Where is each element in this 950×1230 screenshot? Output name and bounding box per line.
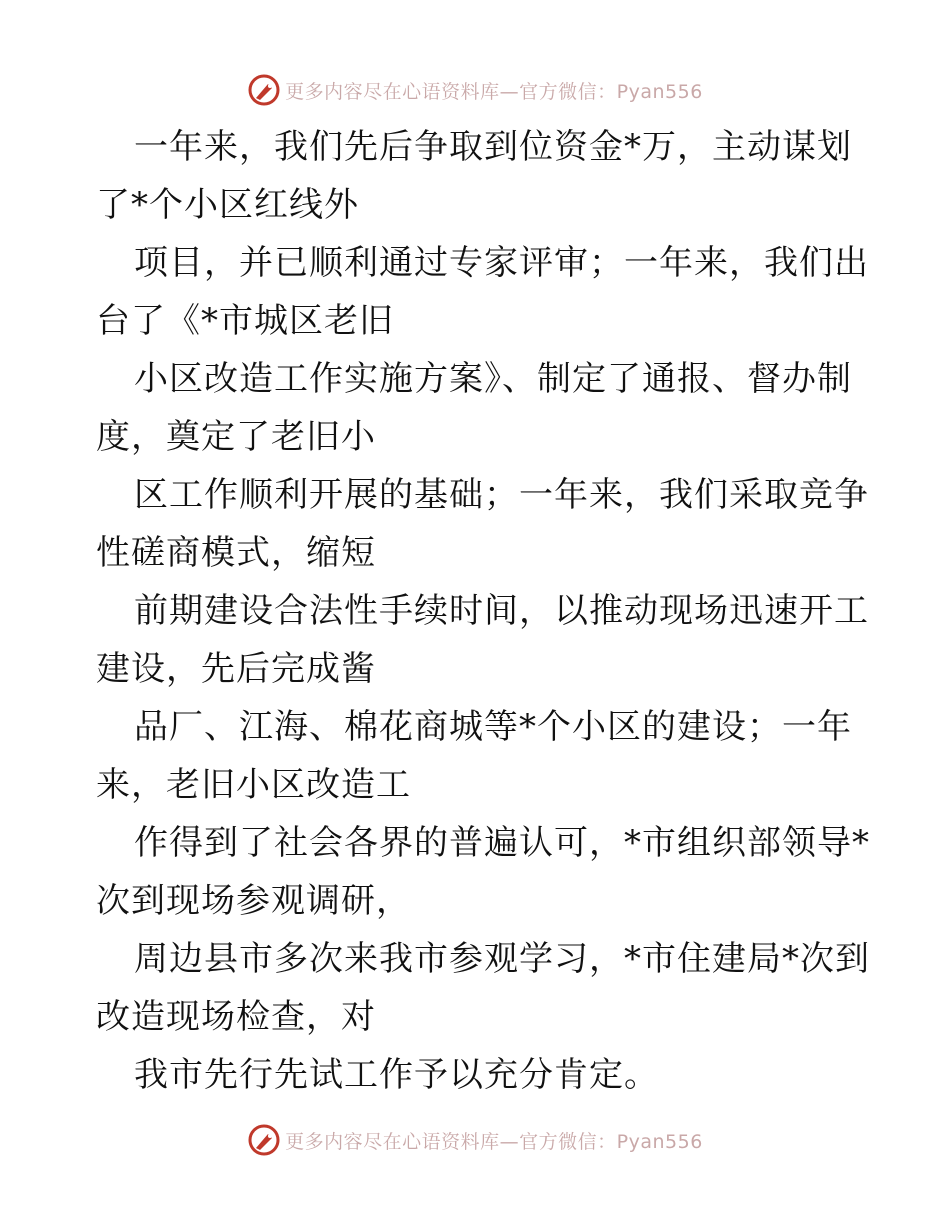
text-line: 了*个小区红线外	[96, 185, 359, 225]
text-line: 区工作顺利开展的基础；一年来，我们采取竞争	[134, 475, 869, 515]
header-banner	[0, 70, 950, 110]
footer-banner	[0, 1120, 950, 1160]
footer-banner-text: 更多内容尽在心语资料库—官方微信：Pyan556	[285, 1130, 703, 1153]
document-body	[96, 118, 870, 1104]
header-banner-text: 更多内容尽在心语资料库—官方微信：Pyan556	[285, 80, 703, 103]
text-line: 度，奠定了老旧小	[96, 417, 376, 457]
pen-nib-logo-icon	[247, 73, 281, 107]
text-line: 小区改造工作实施方案》、制定了通报、督办制	[134, 359, 852, 399]
text-line: 性磋商模式，缩短	[96, 533, 376, 573]
text-line: 作得到了社会各界的普遍认可，*市组织部领导*	[134, 823, 870, 863]
text-line: 项目，并已顺利通过专家评审；一年来，我们出	[134, 243, 869, 283]
text-line: 建设，先后完成酱	[96, 649, 376, 689]
text-line: 一年来，我们先后争取到位资金*万，主动谋划	[134, 127, 852, 167]
text-line: 品厂、江海、棉花商城等*个小区的建设；一年	[134, 707, 852, 747]
pen-nib-logo-icon	[247, 1123, 281, 1157]
text-line: 来，老旧小区改造工	[96, 765, 411, 805]
text-line: 周边县市多次来我市参观学习，*市住建局*次到	[134, 939, 870, 979]
text-line: 改造现场检查，对	[96, 997, 376, 1037]
text-line: 我市先行先试工作予以充分肯定。	[134, 1055, 659, 1095]
text-line: 前期建设合法性手续时间，以推动现场迅速开工	[134, 591, 869, 631]
text-line: 次到现场参观调研，	[96, 881, 411, 921]
text-line: 台了《*市城区老旧	[96, 301, 394, 341]
